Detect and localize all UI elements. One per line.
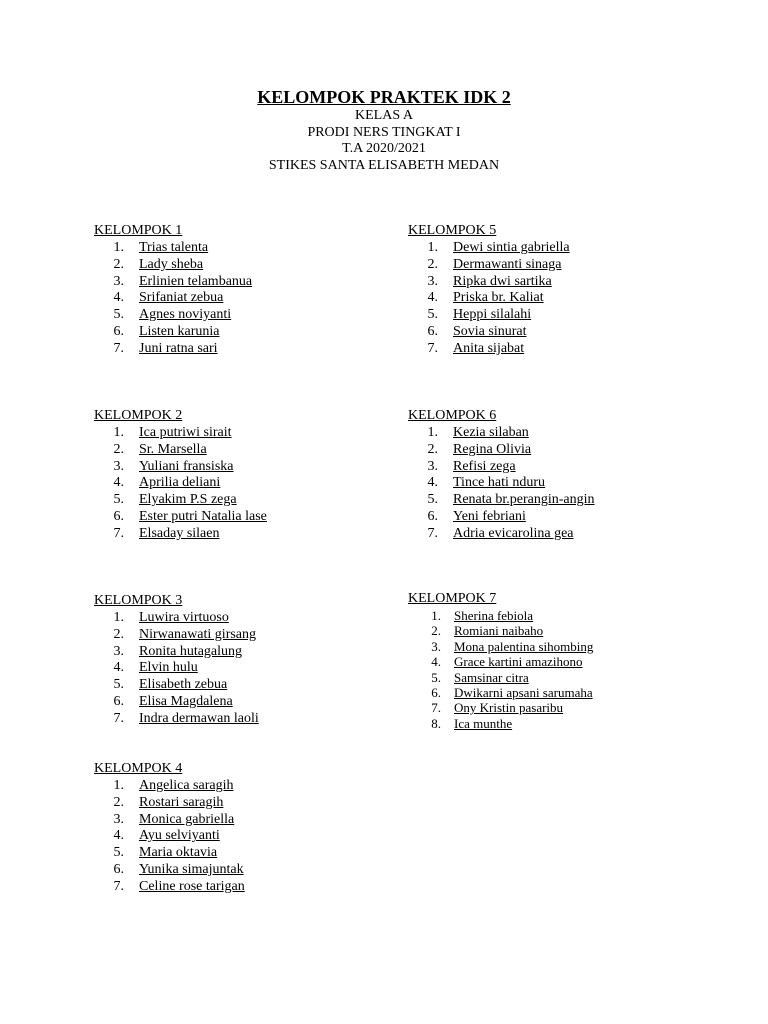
item-number: 7. (427, 340, 438, 356)
group-title: KELOMPOK 7 (408, 591, 497, 606)
item-number: 3. (113, 643, 124, 659)
item-number: 5. (113, 492, 124, 508)
list-item (408, 341, 708, 358)
group-5 (408, 222, 708, 358)
member-name: Elsaday silaen (139, 525, 220, 541)
list-item (94, 442, 384, 459)
list-item (408, 670, 708, 685)
list-item (94, 694, 384, 711)
member-name: Grace kartini amazihono (454, 654, 583, 670)
list-item (408, 716, 708, 731)
member-name: Refisi zega (453, 458, 516, 474)
item-number: 6. (113, 508, 124, 524)
member-name: Ester putri Natalia lase (139, 508, 267, 524)
member-list (94, 240, 384, 358)
member-name: Priska br. Kaliat (453, 290, 544, 306)
list-item (408, 240, 708, 257)
member-name: Anita sijabat (453, 340, 525, 356)
member-list (94, 610, 384, 728)
member-name: Yunika simajuntak (139, 861, 244, 877)
member-name: Ony Kristin pasaribu (454, 700, 564, 716)
list-item (408, 274, 708, 291)
list-item (94, 627, 384, 644)
item-number: 2. (113, 794, 124, 810)
list-item (94, 778, 384, 795)
member-name: Srifaniat zebua (139, 290, 224, 306)
item-number: 2. (431, 623, 441, 639)
member-name: Regina Olivia (453, 441, 532, 457)
item-number: 4. (427, 290, 438, 306)
list-item (94, 845, 384, 862)
list-item (94, 828, 384, 845)
item-number: 3. (427, 273, 438, 289)
member-name: Mona palentina sihombing (454, 638, 594, 654)
member-name: Sr. Marsella (139, 441, 207, 457)
member-name: Agnes noviyanti (139, 307, 232, 323)
member-name: Erlinien telambanua (139, 273, 253, 289)
item-number: 7. (113, 340, 124, 356)
list-item (408, 700, 708, 715)
item-number: 2. (113, 441, 124, 457)
item-number: 1. (113, 425, 124, 440)
member-name: Elyakim P.S zega (139, 492, 237, 508)
item-number: 3. (113, 811, 124, 827)
list-item (94, 795, 384, 812)
list-item (94, 290, 384, 307)
list-item (94, 341, 384, 358)
list-item (94, 492, 384, 509)
member-name: Romiani naibaho (454, 623, 544, 639)
program-line: PRODI NERS TINGKAT I (307, 124, 461, 140)
member-name: Aprilia deliani (139, 475, 221, 491)
list-item (408, 425, 708, 442)
member-name: Rostari saragih (139, 794, 224, 810)
list-item (94, 862, 384, 879)
member-name: Tince hati nduru (453, 475, 546, 491)
member-name: Ronita hutagalung (139, 643, 243, 659)
list-item (94, 660, 384, 677)
item-number: 8. (431, 715, 441, 731)
list-item (94, 610, 384, 627)
list-item (408, 654, 708, 669)
member-name: Ayu selviyanti (139, 828, 220, 844)
member-list (94, 425, 384, 543)
item-number: 1. (431, 608, 441, 623)
item-number: 2. (427, 256, 438, 272)
list-item (408, 685, 708, 700)
member-name: Yeni febriani (453, 508, 526, 524)
list-item (408, 509, 708, 526)
group-3 (94, 592, 384, 728)
academic-year-line: T.A 2020/2021 (342, 141, 426, 156)
group-title: KELOMPOK 2 (94, 408, 183, 423)
item-number: 7. (113, 710, 124, 726)
item-number: 6. (427, 323, 438, 339)
member-name: Indra dermawan laoli (139, 710, 259, 726)
item-number: 5. (113, 307, 124, 323)
list-item (94, 475, 384, 492)
member-name: Sherina febiola (454, 608, 534, 623)
list-item (94, 812, 384, 829)
list-item (94, 324, 384, 341)
item-number: 5. (113, 677, 124, 693)
item-number: 4. (113, 828, 124, 844)
member-name: Sovia sinurat (453, 323, 527, 339)
member-name: Dwikarni apsani sarumaha (454, 684, 593, 700)
item-number: 6. (431, 684, 441, 700)
group-title: KELOMPOK 4 (94, 761, 183, 776)
institution-line: STIKES SANTA ELISABETH MEDAN (268, 157, 500, 173)
list-item (94, 711, 384, 728)
item-number: 1. (113, 610, 124, 625)
member-name: Samsinar citra (454, 669, 529, 685)
item-number: 4. (113, 660, 124, 676)
class-line: KELAS A (355, 108, 413, 123)
list-item (408, 290, 708, 307)
item-number: 7. (431, 700, 441, 716)
group-title: KELOMPOK 6 (408, 408, 497, 423)
list-item (94, 307, 384, 324)
list-item (408, 307, 708, 324)
list-item (94, 644, 384, 661)
list-item (94, 509, 384, 526)
member-name: Trias talenta (139, 240, 209, 255)
member-name: Yuliani fransiska (139, 458, 234, 474)
item-number: 2. (113, 256, 124, 272)
list-item (408, 459, 708, 476)
list-item (94, 459, 384, 476)
item-number: 5. (427, 492, 438, 508)
item-number: 7. (113, 525, 124, 541)
member-name: Angelica saragih (139, 778, 234, 793)
group-7 (408, 591, 708, 731)
member-name: Kezia silaban (453, 425, 529, 440)
member-name: Juni ratna sari (139, 340, 218, 356)
member-name: Elisabeth zebua (139, 677, 228, 693)
member-list (408, 240, 708, 358)
member-name: Nirwanawati girsang (139, 626, 257, 642)
member-name: Renata br.perangin-angin (453, 492, 595, 508)
group-6 (408, 407, 708, 543)
member-name: Lady sheba (139, 256, 204, 272)
list-item (94, 879, 384, 896)
list-item (94, 274, 384, 291)
list-item (408, 623, 708, 638)
document-header (0, 86, 768, 174)
list-item (408, 475, 708, 492)
member-name: Ripka dwi sartika (453, 273, 552, 289)
item-number: 6. (113, 861, 124, 877)
list-item (408, 526, 708, 543)
list-item (94, 240, 384, 257)
member-name: Elvin hulu (139, 660, 198, 676)
item-number: 5. (431, 669, 441, 685)
group-title: KELOMPOK 5 (408, 223, 497, 238)
group-4 (94, 760, 384, 896)
list-item (408, 324, 708, 341)
item-number: 7. (427, 525, 438, 541)
item-number: 3. (431, 638, 441, 654)
list-item (408, 442, 708, 459)
item-number: 4. (431, 654, 441, 670)
item-number: 4. (113, 475, 124, 491)
list-item (94, 257, 384, 274)
group-title: KELOMPOK 3 (94, 593, 183, 608)
member-name: Luwira virtuoso (139, 610, 229, 625)
item-number: 5. (113, 845, 124, 861)
item-number: 1. (113, 240, 124, 255)
item-number: 1. (427, 425, 438, 440)
list-item (408, 257, 708, 274)
member-name: Monica gabriella (139, 811, 235, 827)
member-name: Listen karunia (139, 323, 220, 339)
item-number: 1. (427, 240, 438, 255)
member-name: Elisa Magdalena (139, 693, 233, 709)
list-item (408, 608, 708, 623)
item-number: 7. (113, 878, 124, 894)
list-item (94, 425, 384, 442)
member-list (408, 425, 708, 543)
list-item (94, 526, 384, 543)
member-name: Adria evicarolina gea (453, 525, 574, 541)
item-number: 4. (427, 475, 438, 491)
list-item (94, 677, 384, 694)
group-1 (94, 222, 384, 358)
member-list (408, 608, 708, 731)
item-number: 5. (427, 307, 438, 323)
item-number: 3. (113, 458, 124, 474)
member-name: Ica munthe (454, 715, 513, 731)
item-number: 3. (113, 273, 124, 289)
member-name: Dewi sintia gabriella (453, 240, 570, 255)
item-number: 4. (113, 290, 124, 306)
item-number: 3. (427, 458, 438, 474)
item-number: 1. (113, 778, 124, 793)
member-list (94, 778, 384, 896)
document-title: KELOMPOK PRAKTEK IDK 2 (257, 87, 511, 107)
group-title: KELOMPOK 1 (94, 223, 183, 238)
item-number: 6. (113, 693, 124, 709)
item-number: 6. (113, 323, 124, 339)
list-item (408, 639, 708, 654)
item-number: 6. (427, 508, 438, 524)
item-number: 2. (113, 626, 124, 642)
member-name: Celine rose tarigan (139, 878, 245, 894)
member-name: Dermawanti sinaga (453, 256, 562, 272)
member-name: Heppi silalahi (453, 307, 532, 323)
item-number: 2. (427, 441, 438, 457)
list-item (408, 492, 708, 509)
group-2 (94, 407, 384, 543)
member-name: Ica putriwi sirait (139, 425, 232, 440)
member-name: Maria oktavia (139, 845, 218, 861)
